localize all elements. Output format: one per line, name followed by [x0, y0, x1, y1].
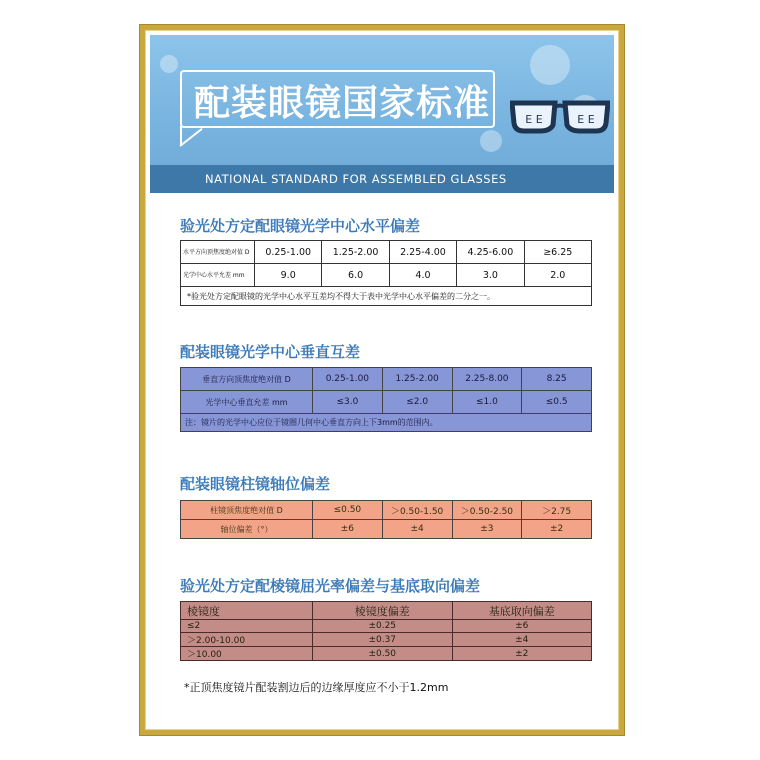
table-cell: 9.0 [255, 264, 322, 287]
table-cell: ＞2.00-10.00 [181, 633, 313, 647]
table-cell: ±4 [452, 633, 592, 647]
table-row [181, 520, 592, 539]
section1-title: 验光处方定配眼镜光学中心水平偏差 [180, 217, 421, 235]
table-cell: ≤0.5 [522, 391, 592, 414]
table-row [181, 287, 592, 306]
table-cell: 8.25 [522, 368, 592, 391]
column-header: 棱镜度 [181, 602, 313, 620]
svg-text:E E: E E [525, 113, 543, 126]
vertical-deviation-table [180, 367, 592, 432]
table-cell: ≤1.0 [452, 391, 522, 414]
glasses-icon [510, 95, 610, 135]
bokeh-circle [160, 55, 178, 73]
header-banner [150, 35, 614, 193]
table-cell: 4.25-6.00 [457, 241, 524, 264]
table-cell: 4.0 [389, 264, 456, 287]
row-header: 柱镜顶焦度绝对值 D [181, 501, 313, 520]
table-cell: ±4 [382, 520, 452, 539]
row-header: 轴位偏差（°） [181, 520, 313, 539]
table-cell: 1.25-2.00 [382, 368, 452, 391]
table-cell: 3.0 [457, 264, 524, 287]
row-header: 光学中心垂直允差 mm [181, 391, 313, 414]
table-note: 注：镜片的光学中心应位于镜圈几何中心垂直方向上下3mm的范围内。 [181, 414, 592, 432]
table-row [181, 414, 592, 432]
table-cell: ±6 [452, 620, 592, 633]
section4-title: 验光处方定配棱镜屈光率偏差与基底取向偏差 [180, 577, 481, 595]
poster-frame [140, 25, 624, 735]
poster-subtitle: NATIONAL STANDARD FOR ASSEMBLED GLASSES [205, 172, 507, 186]
horizontal-deviation-table [180, 240, 592, 306]
table-cell: ＞0.50-1.50 [382, 501, 452, 520]
table-header-row [181, 602, 592, 620]
table-cell: ≥6.25 [524, 241, 591, 264]
table-cell: ≤2 [181, 620, 313, 633]
table-cell: ±6 [313, 520, 383, 539]
cylinder-axis-table [180, 500, 592, 539]
row-header: 光学中心水平允差 mm [181, 264, 255, 287]
table-row [181, 241, 592, 264]
table-cell: ≤2.0 [382, 391, 452, 414]
prism-deviation-table [180, 601, 592, 661]
column-header: 基底取向偏差 [452, 602, 592, 620]
table-cell: ±0.50 [313, 647, 453, 661]
table-cell: ＞2.75 [522, 501, 592, 520]
table-cell: ≤3.0 [313, 391, 383, 414]
table-cell: 1.25-2.00 [322, 241, 389, 264]
svg-text:E E: E E [577, 113, 595, 126]
table-row [181, 647, 592, 661]
table-cell: ≤0.50 [313, 501, 383, 520]
table-cell: 6.0 [322, 264, 389, 287]
row-header: 垂直方向顶焦度绝对值 D [181, 368, 313, 391]
table-row [181, 264, 592, 287]
poster [150, 35, 614, 725]
table-cell: ＞0.50-2.50 [452, 501, 522, 520]
table-cell: ±2 [452, 647, 592, 661]
table-row [181, 501, 592, 520]
table-cell: 2.0 [524, 264, 591, 287]
poster-title: 配装眼镜国家标准 [194, 83, 491, 124]
table-cell: ±0.25 [313, 620, 453, 633]
table-note: *验光处方定配眼镜的光学中心水平互差均不得大于表中光学中心水平偏差的二分之一。 [181, 287, 592, 306]
row-header: 水平方向顶焦度绝对值 D [181, 241, 255, 264]
table-cell: 0.25-1.00 [255, 241, 322, 264]
table-row [181, 391, 592, 414]
table-row [181, 620, 592, 633]
table-cell: ±2 [522, 520, 592, 539]
table-cell: ＞10.00 [181, 647, 313, 661]
footnote: *正顶焦度镜片配装割边后的边缘厚度应不小于1.2mm [184, 681, 449, 694]
column-header: 棱镜度偏差 [313, 602, 453, 620]
table-cell: 0.25-1.00 [313, 368, 383, 391]
table-cell: ±3 [452, 520, 522, 539]
table-row [181, 633, 592, 647]
bokeh-circle [530, 45, 570, 85]
table-cell: 2.25-4.00 [389, 241, 456, 264]
title-box-tail [179, 128, 202, 147]
table-cell: ±0.37 [313, 633, 453, 647]
section2-title: 配装眼镜光学中心垂直互差 [180, 343, 361, 361]
table-row [181, 368, 592, 391]
bokeh-circle [480, 130, 502, 152]
section3-title: 配装眼镜柱镜轴位偏差 [180, 475, 331, 493]
table-cell: 2.25-8.00 [452, 368, 522, 391]
